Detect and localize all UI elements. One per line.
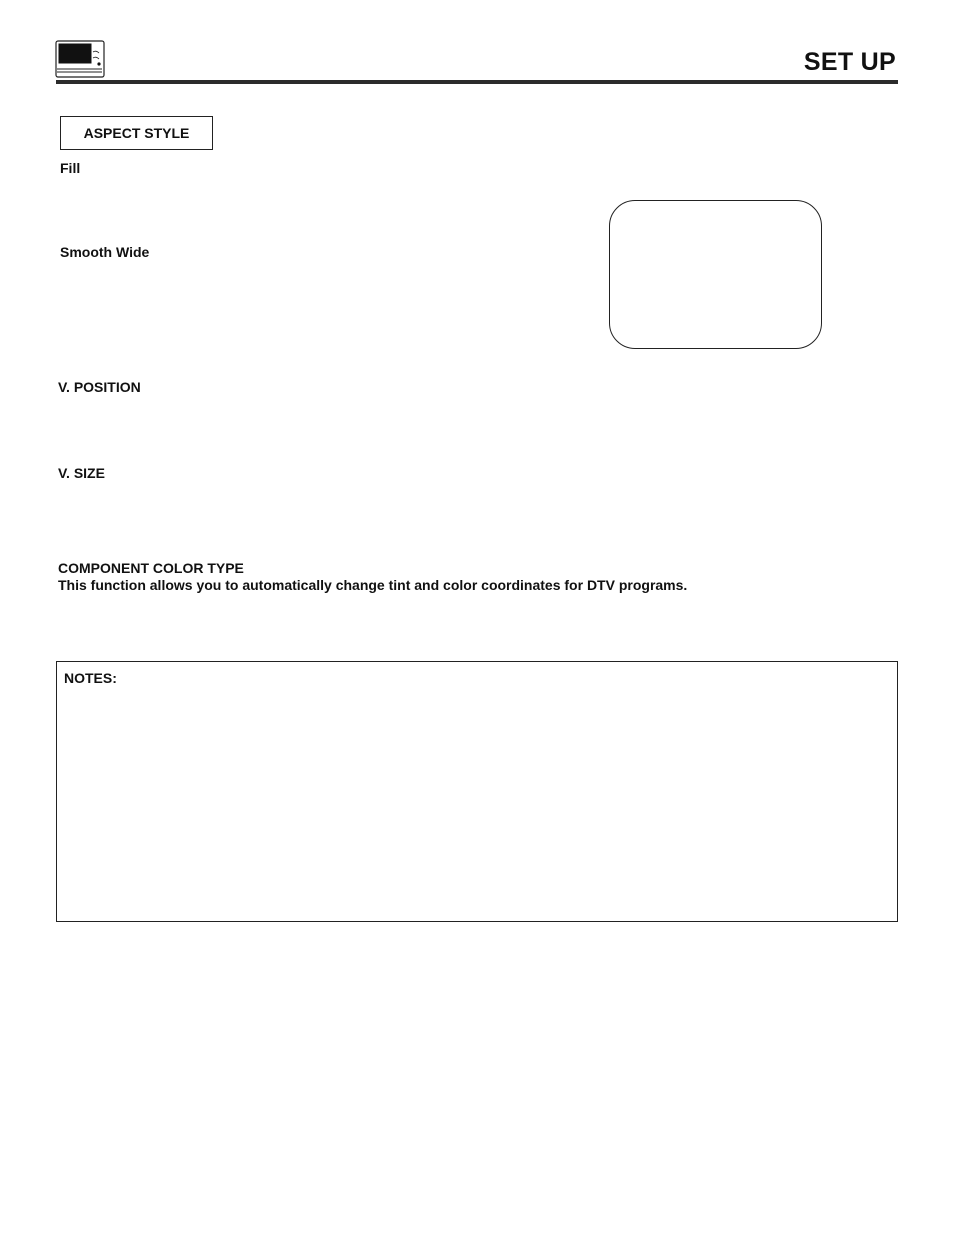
notes-box [56, 661, 898, 922]
v-size-label: V. SIZE [58, 465, 105, 481]
aspect-style-heading [60, 116, 213, 150]
v-position-label: V. POSITION [58, 379, 141, 395]
tv-icon [55, 40, 105, 78]
component-color-type-label: COMPONENT COLOR TYPE [58, 560, 244, 576]
component-color-type-description: This function allows you to automatically change tint and color coordinates for DTV programs. [58, 577, 688, 593]
notes-title: NOTES: [64, 670, 117, 686]
header-divider [56, 80, 898, 84]
smooth-wide-option-label: Smooth Wide [60, 244, 150, 260]
fill-option-label: Fill [60, 160, 81, 176]
aspect-style-label: ASPECT STYLE [83, 125, 190, 141]
screen-illustration [609, 200, 822, 349]
page-title: SET UP [803, 48, 896, 76]
